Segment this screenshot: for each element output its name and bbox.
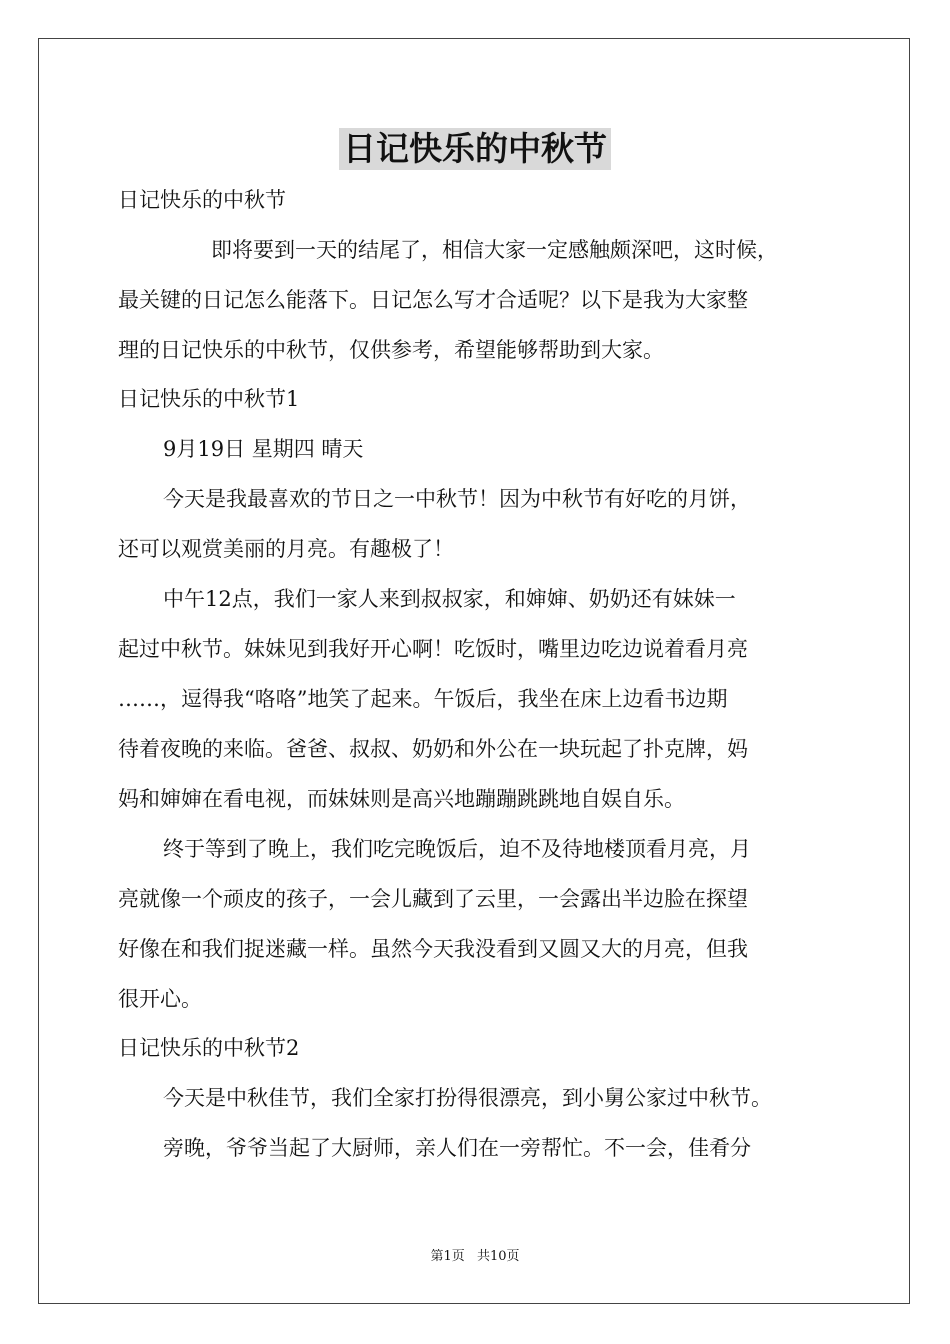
subtitle-line: 日记快乐的中秋节: [118, 188, 286, 212]
page-border: [38, 38, 910, 1304]
document-title: 日记快乐的中秋节: [339, 128, 611, 170]
paragraph-line: 待着夜晚的来临。爸爸、叔叔、奶奶和外公在一块玩起了扑克牌，妈: [118, 737, 748, 761]
paragraph-line: ……，逗得我“咯咯”地笑了起来。午饭后，我坐在床上边看书边期: [118, 687, 728, 711]
paragraph-line: 亮就像一个顽皮的孩子，一会儿藏到了云里，一会露出半边脸在探望: [118, 887, 748, 911]
paragraph-line: 还可以观赏美丽的月亮。有趣极了！: [118, 537, 454, 561]
paragraph-line: 理的日记快乐的中秋节，仅供参考，希望能够帮助到大家。: [118, 338, 664, 362]
page-footer: [0, 1248, 950, 1266]
paragraph-line: 今天是我最喜欢的节日之一中秋节！因为中秋节有好吃的月饼，: [163, 487, 751, 511]
page-total: 共10页: [476, 1249, 520, 1264]
paragraph-line: 中午12点，我们一家人来到叔叔家，和婶婶、奶奶还有妹妹一: [163, 587, 736, 611]
date-line: 9月19日 星期四 晴天: [163, 437, 364, 461]
paragraph-line: 很开心。: [118, 987, 202, 1011]
section-heading-1: 日记快乐的中秋节1: [118, 387, 300, 411]
paragraph-line: 终于等到了晚上，我们吃完晚饭后，迫不及待地楼顶看月亮，月: [163, 837, 751, 861]
title-container: [0, 128, 950, 170]
paragraph-line: 起过中秋节。妹妹见到我好开心啊！吃饭时，嘴里边吃边说着看月亮: [118, 637, 748, 661]
section-heading-2: 日记快乐的中秋节2: [118, 1036, 300, 1060]
page-number: 第1页: [430, 1249, 465, 1264]
paragraph-line: 即将要到一天的结尾了，相信大家一定感触颇深吧，这时候，: [211, 238, 778, 262]
paragraph-line: 最关键的日记怎么能落下。日记怎么写才合适呢？以下是我为大家整: [118, 288, 748, 312]
paragraph-line: 今天是中秋佳节，我们全家打扮得很漂亮，到小舅公家过中秋节。: [163, 1086, 772, 1110]
paragraph-line: 旁晚，爷爷当起了大厨师，亲人们在一旁帮忙。不一会，佳肴分: [163, 1136, 751, 1160]
paragraph-line: 好像在和我们捉迷藏一样。虽然今天我没看到又圆又大的月亮，但我: [118, 937, 748, 961]
paragraph-line: 妈和婶婶在看电视，而妹妹则是高兴地蹦蹦跳跳地自娱自乐。: [118, 787, 685, 811]
